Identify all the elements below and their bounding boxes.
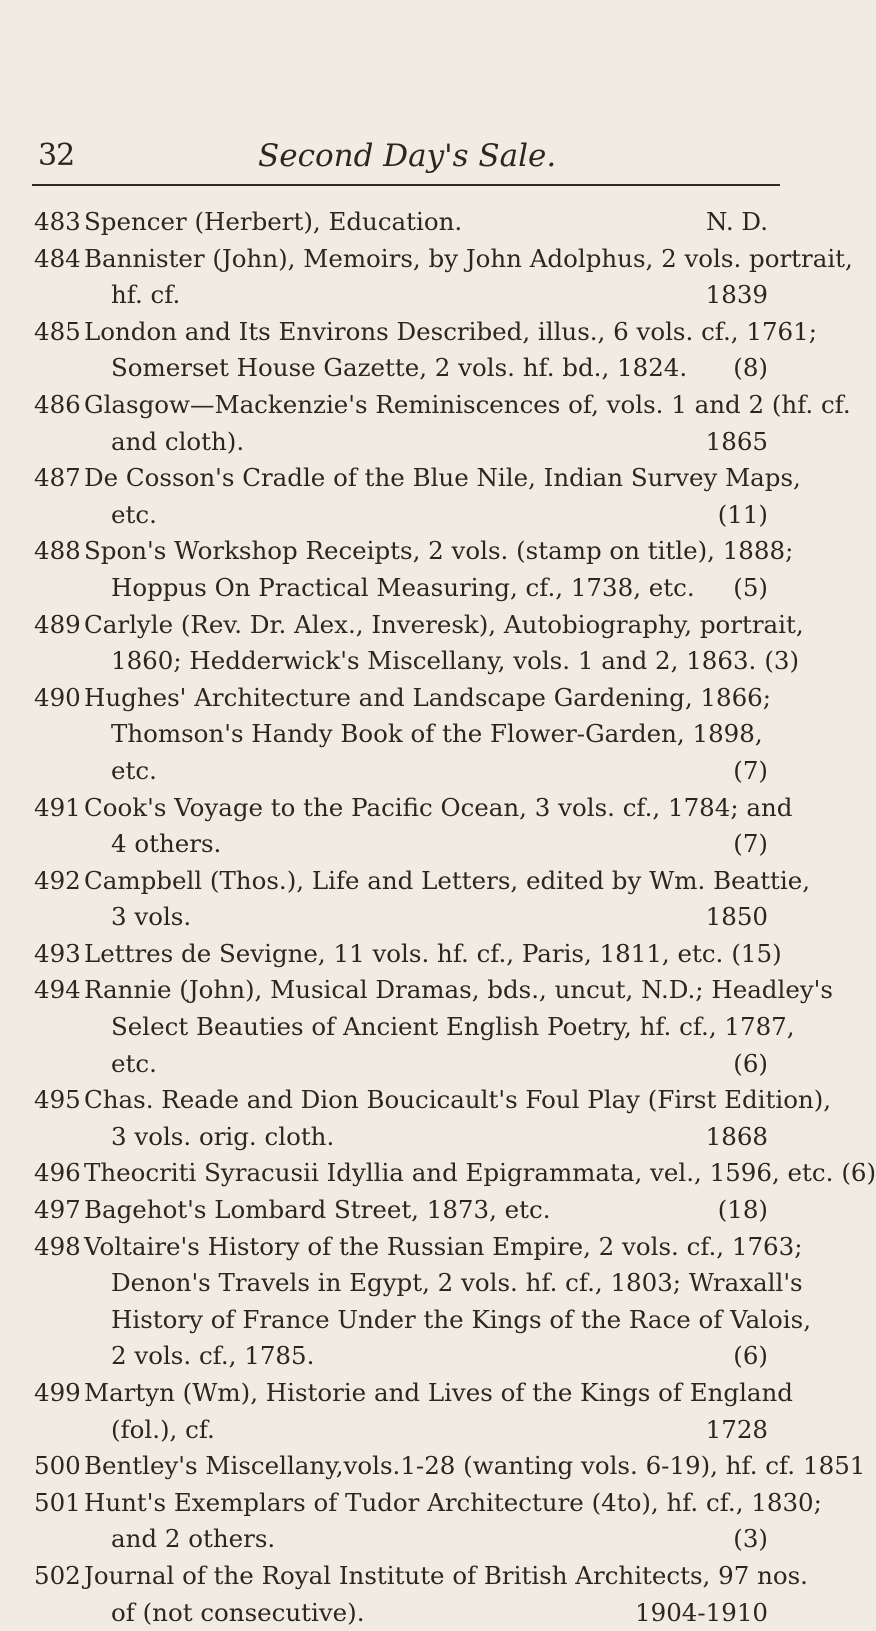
lot-entry — [0, 1155, 876, 1192]
lot-date-or-count: 1728 — [705, 1414, 768, 1444]
lot-line — [84, 972, 833, 1009]
lot-description: etc. — [111, 755, 157, 785]
lot-date-or-count: (11) — [717, 499, 768, 529]
lot-date-or-count: (6) — [841, 1158, 876, 1188]
lot-number: 485 — [34, 316, 81, 346]
lot-line — [111, 716, 768, 753]
lot-number: 495 — [34, 1085, 81, 1115]
lot-description: 3 vols. orig. cloth. — [111, 1121, 335, 1151]
lot-date-or-count: 1851 — [803, 1451, 866, 1481]
lot-date-or-count: (5) — [733, 572, 768, 602]
lot-entry — [0, 314, 817, 387]
lot-entry — [0, 460, 800, 533]
lot-entry — [0, 533, 800, 606]
lot-entry — [0, 1229, 811, 1375]
lot-date-or-count: (7) — [733, 755, 768, 785]
lot-line — [111, 826, 768, 863]
lot-line — [84, 1558, 808, 1595]
lot-description: Denon's Travels in Egypt, 2 vols. hf. cf., 1803; Wraxall's — [111, 1268, 803, 1298]
lot-description: Lettres de Sevigne, 11 vols. hf. cf., Paris, 1811, etc. — [84, 938, 724, 968]
lot-line — [111, 1595, 768, 1631]
lot-date-or-count: N. D. — [705, 207, 768, 236]
lot-date-or-count: 1904-1910 — [635, 1597, 768, 1627]
lot-description: and cloth). — [111, 426, 245, 456]
lot-number: 491 — [34, 792, 81, 822]
lot-line — [111, 1009, 795, 1046]
lot-number: 490 — [34, 682, 81, 712]
lot-description: 3 vols. — [111, 902, 192, 932]
lot-date-or-count: 1868 — [705, 1121, 768, 1151]
lot-description: Hughes' Architecture and Landscape Gardening, 1866; — [84, 682, 772, 712]
lot-line — [111, 1265, 803, 1302]
lot-number: 499 — [34, 1378, 81, 1407]
lot-number: 502 — [34, 1560, 81, 1590]
lot-description: Journal of the Royal Institute of British Architects, 97 nos. — [84, 1560, 808, 1590]
lot-date-or-count: (15) — [731, 938, 782, 968]
lot-line — [111, 1046, 768, 1083]
lot-entry — [0, 936, 800, 973]
lot-entry — [0, 204, 800, 241]
lot-line — [84, 387, 851, 424]
lot-line — [84, 1229, 803, 1266]
lot-line — [111, 570, 768, 607]
lot-number: 493 — [34, 938, 81, 968]
lot-line — [84, 204, 768, 241]
lot-number: 494 — [34, 975, 81, 1005]
lot-entry — [0, 680, 800, 790]
lot-entry — [0, 1082, 832, 1155]
lot-description: De Cosson's Cradle of the Blue Nile, Indian Survey Maps, — [84, 463, 801, 493]
lot-description: Voltaire's History of the Russian Empire, 2 vols. cf., 1763; — [84, 1231, 803, 1261]
lot-description: Bannister (John), Memoirs, by John Adolphus, 2 vols. portrait, — [84, 243, 853, 273]
lot-description: History of France Under the Kings of the Race of Valois, — [111, 1304, 811, 1334]
lot-line — [84, 863, 811, 900]
lot-entry — [0, 1448, 866, 1485]
lot-description: Hoppus On Practical Measuring, cf., 1738, etc. — [111, 572, 695, 602]
lot-description: 1860; Hedderwick's Miscellany, vols. 1 and 2, 1863. — [111, 646, 757, 676]
lot-line — [84, 314, 817, 351]
lot-entry — [0, 1558, 808, 1631]
lot-number: 484 — [34, 243, 81, 273]
lot-line — [111, 424, 768, 461]
lot-number: 492 — [34, 865, 81, 895]
lot-line — [84, 460, 801, 497]
lot-date-or-count: (3) — [733, 1524, 768, 1554]
lot-entry — [0, 1192, 800, 1229]
lot-line — [111, 1338, 768, 1375]
lot-number: 496 — [34, 1158, 81, 1188]
lot-description: Select Beauties of Ancient English Poetry, hf. cf., 1787, — [111, 1012, 795, 1042]
lot-line — [84, 1082, 832, 1119]
lot-line — [111, 497, 768, 534]
lot-line — [84, 1448, 866, 1485]
lot-description: etc. — [111, 499, 157, 529]
lot-line — [111, 1119, 768, 1156]
running-title: Second Day's Sale. — [258, 138, 557, 174]
lot-description: Bagehot's Lombard Street, 1873, etc. — [84, 1195, 551, 1225]
lot-line — [111, 1302, 811, 1339]
lot-entry — [0, 972, 833, 1082]
lot-line — [84, 1485, 822, 1522]
lot-line — [84, 607, 804, 644]
lot-description: Spencer (Herbert), Education. — [84, 207, 463, 236]
lot-date-or-count: (7) — [733, 829, 768, 859]
lot-date-or-count: (6) — [733, 1341, 768, 1371]
lot-line — [84, 1375, 793, 1412]
page-header — [0, 0, 800, 180]
lot-line — [111, 753, 768, 790]
lot-entry — [0, 607, 804, 680]
lot-line — [84, 533, 794, 570]
lot-line — [111, 1412, 768, 1449]
lot-date-or-count: (8) — [733, 353, 768, 383]
lot-entry — [0, 387, 851, 460]
lot-line — [84, 790, 793, 827]
lot-number: 487 — [34, 463, 81, 493]
lot-description: (fol.), cf. — [111, 1414, 215, 1444]
lot-line — [84, 1155, 876, 1192]
lot-line — [111, 277, 768, 314]
page-number: 32 — [38, 138, 75, 173]
lot-number: 498 — [34, 1231, 81, 1261]
lot-line — [111, 643, 800, 680]
lot-number: 483 — [34, 207, 81, 236]
lot-number: 489 — [34, 609, 81, 639]
lot-entry — [0, 241, 853, 314]
lot-description: Campbell (Thos.), Life and Letters, edited by Wm. Beattie, — [84, 865, 811, 895]
lot-description: of (not consecutive). — [111, 1597, 365, 1627]
lot-description: 2 vols. cf., 1785. — [111, 1341, 315, 1371]
lot-description: 4 others. — [111, 829, 222, 859]
lot-line — [111, 350, 768, 387]
lot-line — [84, 680, 772, 717]
lot-description: Thomson's Handy Book of the Flower-Garden, 1898, — [111, 719, 763, 749]
lot-description: Bentley's Miscellany,vols.1-28 (wanting vols. 6-19), hf. cf. — [84, 1451, 796, 1481]
header-rule — [32, 184, 780, 186]
lot-description: hf. cf. — [111, 280, 181, 310]
lot-line — [84, 1192, 768, 1229]
lot-number: 488 — [34, 536, 81, 566]
lot-description: Somerset House Gazette, 2 vols. hf. bd., 1824. — [111, 353, 688, 383]
lot-date-or-count: 1865 — [705, 426, 768, 456]
lot-entry — [0, 790, 800, 863]
lot-description: Cook's Voyage to the Pacific Ocean, 3 vols. cf., 1784; and — [84, 792, 793, 822]
lot-description: Spon's Workshop Receipts, 2 vols. (stamp on title), 1888; — [84, 536, 794, 566]
lot-date-or-count: (18) — [717, 1195, 768, 1225]
lot-entry — [0, 1375, 800, 1448]
lot-date-or-count: (3) — [764, 646, 800, 676]
lot-description: Hunt's Exemplars of Tudor Architecture (4to), hf. cf., 1830; — [84, 1487, 822, 1517]
lot-description: Martyn (Wm), Historie and Lives of the Kings of England — [84, 1378, 793, 1407]
lot-line — [84, 241, 853, 278]
lot-date-or-count: 1839 — [705, 280, 768, 310]
lot-line — [84, 936, 782, 973]
lot-entry — [0, 863, 811, 936]
lot-number: 501 — [34, 1487, 81, 1517]
lot-description: London and Its Environs Described, illus., 6 vols. cf., 1761; — [84, 316, 817, 346]
lot-description: etc. — [111, 1048, 157, 1078]
lot-line — [111, 1521, 768, 1558]
lot-description: Chas. Reade and Dion Boucicault's Foul Play (First Edition), — [84, 1085, 832, 1115]
lot-date-or-count: 1850 — [705, 902, 768, 932]
lot-number: 497 — [34, 1195, 81, 1225]
lot-list — [0, 204, 876, 1631]
lot-description: Rannie (John), Musical Dramas, bds., uncut, N.D.; Headley's — [84, 975, 833, 1005]
lot-number: 486 — [34, 389, 81, 419]
lot-number: 500 — [34, 1451, 81, 1481]
lot-description: Glasgow—Mackenzie's Reminiscences of, vols. 1 and 2 (hf. cf. — [84, 389, 851, 419]
lot-line — [111, 899, 768, 936]
lot-entry — [0, 1485, 822, 1558]
lot-date-or-count: (6) — [733, 1048, 768, 1078]
lot-description: Carlyle (Rev. Dr. Alex., Inveresk), Autobiography, portrait, — [84, 609, 804, 639]
lot-description: and 2 others. — [111, 1524, 276, 1554]
lot-description: Theocriti Syracusii Idyllia and Epigrammata, vel., 1596, etc. — [84, 1158, 834, 1188]
